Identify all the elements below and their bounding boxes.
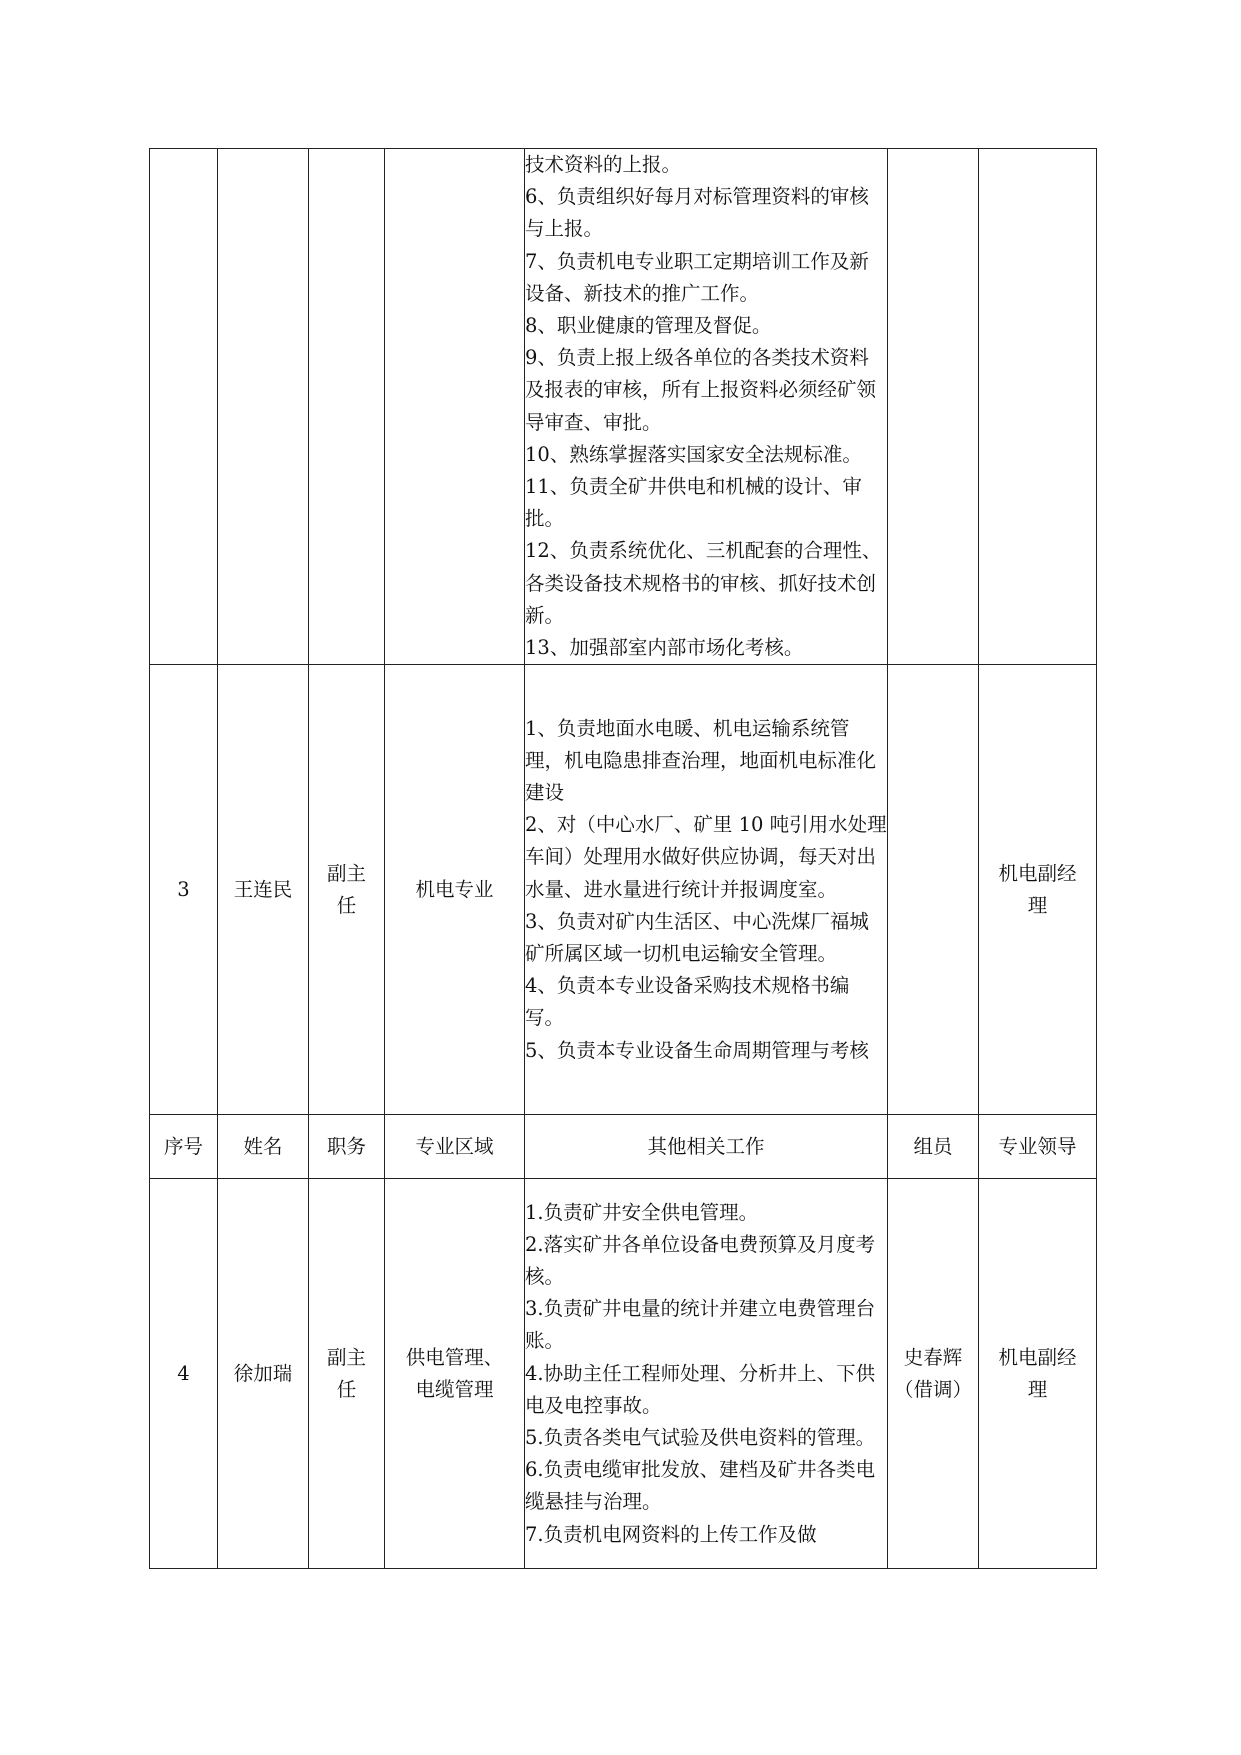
- cell-area: 供电管理、电缆管理: [385, 1179, 525, 1569]
- duty-item: 12、负责系统优化、三机配套的合理性、各类设备技术规格书的审核、抓好技术创新。: [525, 539, 882, 627]
- cell-name: [218, 149, 309, 665]
- duty-item: 13、加强部室内部市场化考核。: [525, 636, 804, 660]
- header-member: 组员: [888, 1115, 979, 1179]
- duty-item: 5、负责本专业设备生命周期管理与考核: [525, 1038, 869, 1062]
- duty-table: [149, 148, 1097, 1569]
- duty-item: 7、负责机电专业职工定期培训工作及新设备、新技术的推广工作。: [525, 249, 869, 305]
- cell-area: [385, 149, 525, 665]
- cell-no: 3: [150, 665, 218, 1115]
- duty-item: 9、负责上报上级各单位的各类技术资料及报表的审核，所有上报资料必须经矿领导审查、审批。: [525, 346, 877, 434]
- duty-item: 2.落实矿井各单位设备电费预算及月度考核。: [525, 1232, 876, 1289]
- cell-duties: [525, 665, 888, 1115]
- cell-name: 王连民: [218, 665, 309, 1115]
- header-leader: 专业领导: [979, 1115, 1097, 1179]
- cell-member: 史春辉（借调）: [888, 1179, 979, 1569]
- cell-duties: [525, 1179, 888, 1569]
- cell-title: [309, 149, 385, 665]
- cell-area: 机电专业: [385, 665, 525, 1115]
- duty-item: 11、负责全矿井供电和机械的设计、审批。: [525, 475, 862, 531]
- cell-title: 副主任: [309, 1179, 385, 1569]
- cell-no: [150, 149, 218, 665]
- duty-item: 6.负责电缆审批发放、建档及矿井各类电缆悬挂与治理。: [525, 1458, 876, 1514]
- table-row: [150, 665, 1097, 1115]
- header-name: 姓名: [218, 1115, 309, 1179]
- cell-title: 副主任: [309, 665, 385, 1115]
- table-header-row: [150, 1115, 1097, 1179]
- header-no: 序号: [150, 1115, 218, 1179]
- cell-member: [888, 149, 979, 665]
- duty-item: 5.负责各类电气试验及供电资料的管理。: [525, 1426, 876, 1450]
- duty-item: 3、负责对矿内生活区、中心洗煤厂福城矿所属区域一切机电运输安全管理。: [525, 909, 869, 966]
- header-title: 职务: [309, 1115, 385, 1179]
- duty-item: 4、负责本专业设备采购技术规格书编写。: [525, 974, 850, 1030]
- cell-leader: 机电副经理: [979, 665, 1097, 1115]
- cell-duties: [525, 149, 888, 665]
- duty-item: 7.负责机电网资料的上传工作及做: [525, 1522, 817, 1546]
- duty-item: 6、负责组织好每月对标管理资料的审核与上报。: [525, 185, 869, 241]
- duty-item: 1.负责矿井安全供电管理。: [525, 1200, 759, 1224]
- cell-leader: 机电副经理: [979, 1179, 1097, 1569]
- duty-item: 1、负责地面水电暖、机电运输系统管理，机电隐患排查治理，地面机电标准化建设: [525, 716, 877, 805]
- cell-name: 徐加瑞: [218, 1179, 309, 1569]
- duty-item: 3.负责矿井电量的统计并建立电费管理台账。: [525, 1297, 876, 1353]
- header-duties: 其他相关工作: [525, 1115, 888, 1179]
- duty-item: 10、熟练掌握落实国家安全法规标准。: [525, 442, 862, 466]
- table-row: [150, 149, 1097, 665]
- duty-item: 8、职业健康的管理及督促。: [525, 314, 772, 338]
- duty-item: 4.协助主任工程师处理、分析井上、下供电及电控事故。: [525, 1361, 876, 1417]
- table-row: [150, 1179, 1097, 1569]
- cell-member: [888, 665, 979, 1115]
- cell-leader: [979, 149, 1097, 665]
- header-area: 专业区域: [385, 1115, 525, 1179]
- duty-item: 2、对（中心水厂、矿里 10 吨引用水处理车间）处理用水做好供应协调，每天对出水量、进水量进行统计并报调度室。: [525, 813, 887, 901]
- cell-no: 4: [150, 1179, 218, 1569]
- duty-item: 技术资料的上报。: [525, 153, 682, 176]
